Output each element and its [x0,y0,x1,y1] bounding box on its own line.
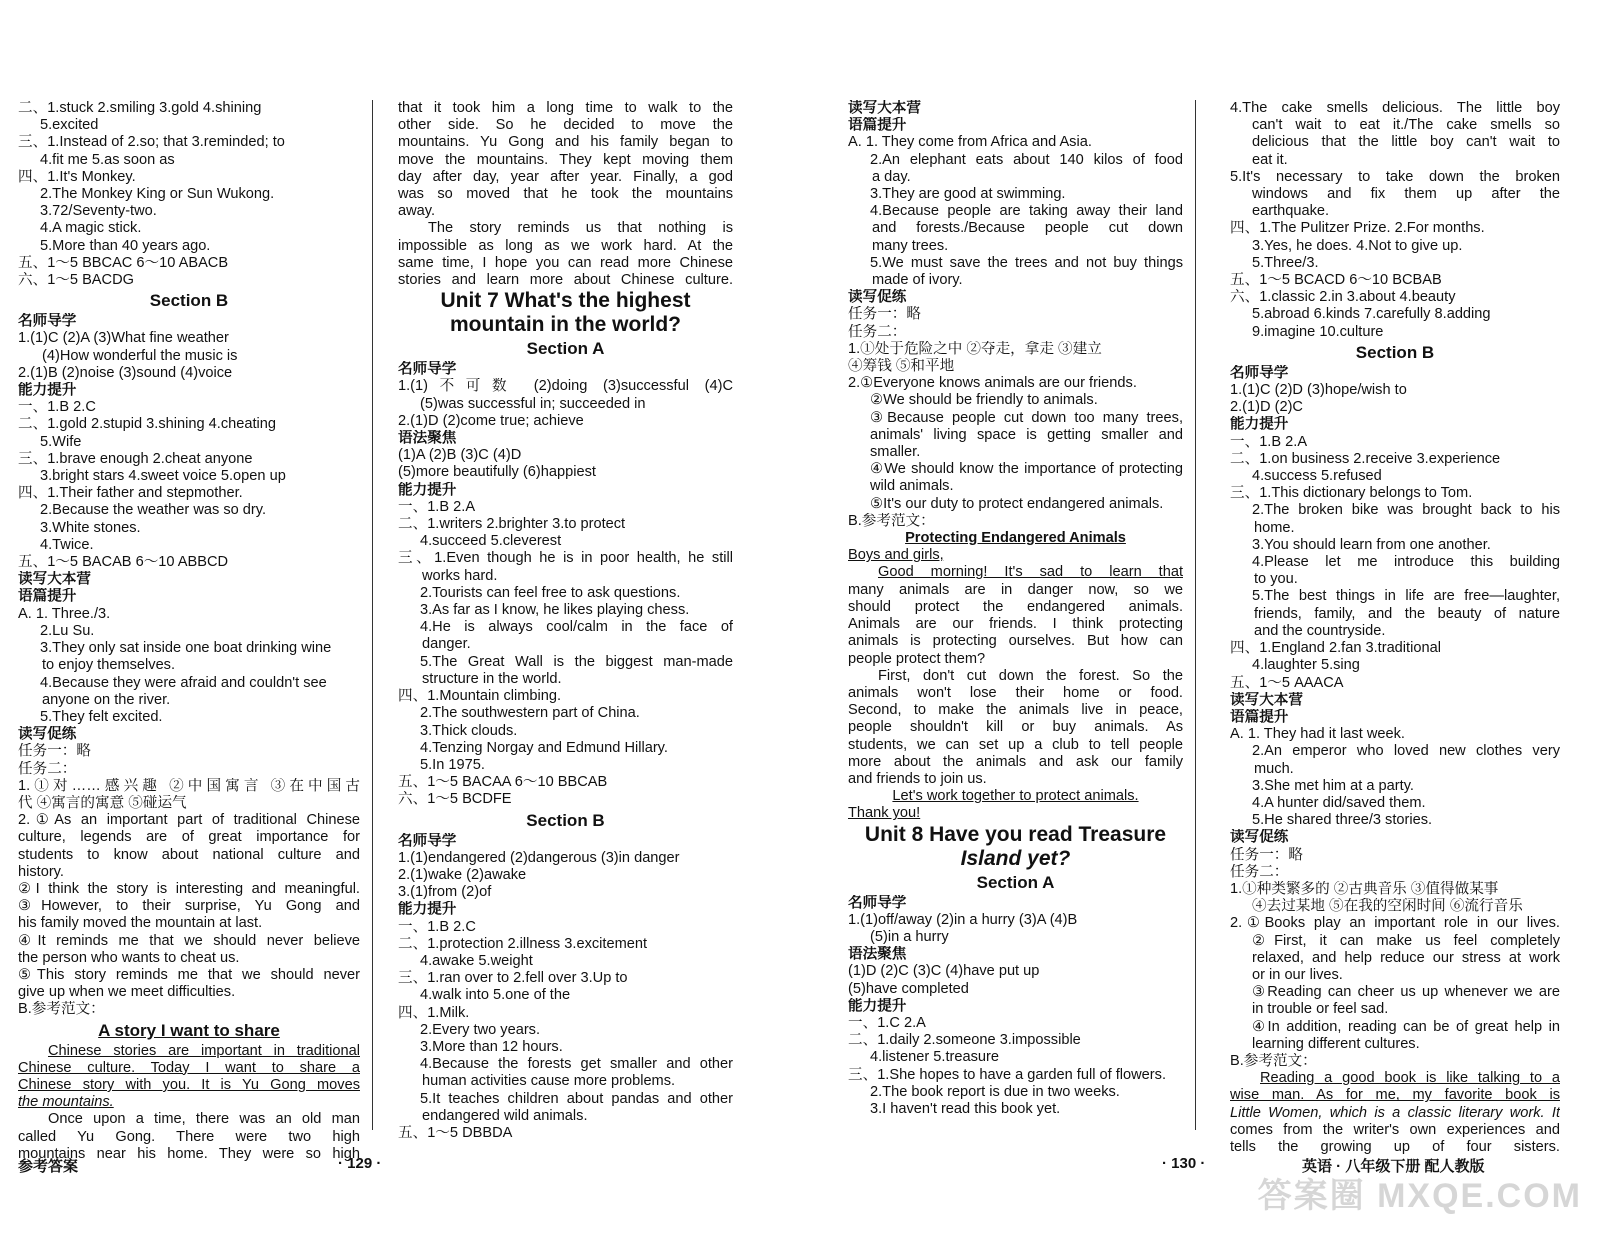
footer-label: 参考答案 [18,1158,79,1175]
page-number-left: · 129 · [338,1155,382,1172]
subheading: 名师导学 [848,894,907,911]
answer-line: wise man. As for me, my favorite book is [1230,1087,1560,1104]
answer-line: 2.The Monkey King or Sun Wukong. [40,186,275,203]
answer-line: tells the growing up of four sisters. [1230,1138,1560,1155]
answer-line: 2.①As an important part of traditional Chinese [18,812,360,829]
subheading: 能力提升 [18,382,77,399]
subheading: 能力提升 [398,901,457,918]
answer-line: danger. [422,636,471,653]
answer-line: Let's work together to protect animals. [892,788,1139,805]
answer-line: his family moved the mountain at last. [18,915,263,932]
answer-line: can't wait to eat it./The cake smells so [1252,117,1560,134]
answer-line: Little Women, which is a classic literary work. It [1230,1104,1560,1121]
answer-line: the mountains. [18,1094,114,1111]
answer-line: friends, family, and the beauty of nature [1254,605,1560,622]
answer-line: 二、1.writers 2.brighter 3.to protect [398,516,626,533]
answer-line: Once upon a time, there was an old man [48,1111,360,1128]
answer-line: 任务一：略 [18,743,91,760]
answer-line: 1.(1)不可数 (2)doing (3)successful (4)C [398,378,733,395]
answer-line: windows and fix them up after the [1252,186,1560,203]
answer-line: 5.We must save the trees and not buy things [870,254,1183,271]
answer-line: 4.Because people are taking away their land [870,203,1183,220]
answer-line: First, don't cut down the forest. So the [878,667,1183,684]
answer-line: should protect the endangered animals. [848,598,1183,615]
answer-line: earthquake. [1252,203,1330,220]
answer-line: day after day, year after year. Finally, a god [398,168,733,185]
answer-line: 9.imagine 10.culture [1252,323,1384,340]
answer-line: 四、1.Mountain climbing. [398,688,562,705]
answer-line: 四、1.Their father and stepmother. [18,485,243,502]
answer-line: 4.The cake smells delicious. The little boy [1230,100,1560,116]
watermark-logo: 答案圈 MXQE.COM [1257,1177,1582,1215]
answer-line: 二、1.stuck 2.smiling 3.gold 4.shining [18,100,262,116]
answer-line: many trees. [872,237,949,254]
answer-line: 五、1～5 BCACD 6～10 BCBAB [1230,272,1442,289]
section-heading: Section A [976,872,1055,892]
answer-line: 3.Yes, he does. 4.Not to give up. [1252,237,1463,254]
answer-line: (4)How wonderful the music is [42,347,238,364]
answer-line: 四、1.Milk. [398,1004,470,1021]
answer-line: B.参考范文： [1230,1052,1317,1069]
answer-line: 2.(1)B (2)noise (3)sound (4)voice [18,364,233,381]
answer-line: ④It reminds me that we should never believe [18,932,360,949]
answer-line: the person who wants to cheat us. [18,949,240,966]
answer-line: ④We should know the importance of protecting [870,461,1183,478]
answer-line: 任务二： [848,323,907,340]
answer-line: ④筹钱 ⑤和平地 [848,358,955,375]
answer-line: 4.Twice. [40,536,94,553]
answer-line: 4.success 5.refused [1252,468,1382,485]
answer-line: ③Reading can cheer us up whenever we are [1252,984,1560,1001]
answer-line: 5.Three/3. [1252,254,1319,271]
answer-line: 4.A magic stick. [40,220,142,237]
answer-line: 3.Thick clouds. [420,722,518,739]
subheading: 语篇提升 [1230,708,1289,725]
subheading: 名师导学 [398,832,457,849]
unit-heading: mountain in the world? [450,313,681,337]
answer-line: 5.They felt excited. [40,708,163,725]
answer-line: 5.The best things in life are free—laughter, [1252,588,1560,605]
answer-line: 2.①Books play an important role in our lives. [1230,915,1560,932]
answer-line: ⑤It's our duty to protect endangered animals. [870,495,1164,512]
answer-line: 4.laughter 5.sing [1252,657,1360,674]
answer-line: 5.It's necessary to take down the broken [1230,168,1560,185]
answer-line: to you. [1254,571,1298,588]
answer-line: A. 1. They had it last week. [1230,726,1405,743]
answer-line: 3.As far as I know, he likes playing chess. [420,602,690,619]
answer-line: 2.①Everyone knows animals are our friends. [848,375,1137,392]
answer-line: 2.(1)D (2)come true; achieve [398,412,584,429]
answer-line: 一、1.B 2.C [18,399,96,416]
answer-line: 三、1.This dictionary belongs to Tom. [1230,485,1473,502]
answer-line: 三、1.ran over to 2.fell over 3.Up to [398,970,628,987]
answer-line: 五、1～5 AAACA [1230,674,1344,691]
answer-line: 3.She met him at a party. [1252,777,1414,794]
answer-line: Chinese culture. Today I want to share a [18,1059,360,1076]
answer-line: 三、1.Even though he is in poor health, he still [398,550,733,567]
answer-line: ②I think the story is interesting and meaningful. [18,880,360,897]
answer-line: 4.fit me 5.as soon as [40,151,175,168]
answer-line: Thank you! [848,805,921,822]
answer-line: 1.(1)C (2)A (3)What fine weather [18,330,229,347]
answer-line: 2.Tourists can feel free to ask questions. [420,584,681,601]
subheading: 读写促练 [1230,829,1289,846]
answer-line: 4.Tenzing Norgay and Edmund Hillary. [420,739,668,756]
answer-line: structure in the world. [422,670,562,687]
answer-line: anyone on the river. [42,691,171,708]
section-heading: Section A [526,339,605,359]
answer-line: works hard. [422,567,498,584]
answer-line: 一、1.B 2.C [398,918,476,935]
answer-line: 四、1.It's Monkey. [18,168,136,185]
answer-line: ④In addition, reading can be of great help in [1252,1018,1560,1035]
answer-line: made of ivory. [872,272,963,289]
answer-line: 3.72/Seventy-two. [40,203,157,220]
answer-line: 一、1.B 2.A [398,498,476,515]
answer-line: 4.A hunter did/saved them. [1252,794,1426,811]
answer-line: 1.①处于危险之中 ②夺走，拿走 ③建立 [848,340,1102,357]
answer-line: 4.listener 5.treasure [870,1049,999,1066]
answer-line: 六、1～5 BCDFE [398,791,512,808]
answer-line: A. 1. Three./3. [18,605,111,622]
answer-line: 1.(1)endangered (2)dangerous (3)in danger [398,849,680,866]
answer-line: move the mountains. They kept moving them [398,151,733,168]
answer-line: Second, to make the animals live in peace, [848,702,1183,719]
subheading: 读写大本营 [848,100,921,116]
answer-line: 五、1～5 BACAB 6～10 ABBCD [18,554,229,571]
answer-line: delicious that the little boy can't wait to [1252,134,1560,151]
answer-line: 4.Because the forests get smaller and other [420,1056,733,1073]
answer-line: (1)A (2)B (3)C (4)D [398,447,522,464]
answer-line: in trouble or feel sad. [1252,1001,1389,1018]
answer-line: and forests./Because people cut down [872,220,1183,237]
subheading: 语法聚焦 [398,430,457,447]
answer-line: 二、1.daily 2.someone 3.impossible [848,1032,1081,1049]
answer-line: 2.Lu Su. [40,622,95,639]
answer-line: 5.abroad 6.kinds 7.carefully 8.adding [1252,306,1491,323]
subheading: 语法聚焦 [848,946,907,963]
answer-line: (5)was successful in; succeeded in [420,395,646,412]
answer-line: 一、1.B 2.A [1230,433,1308,450]
unit-heading: Unit 8 Have you read Treasure [864,822,1167,846]
subheading: 名师导学 [18,313,77,330]
answer-line: much. [1254,760,1294,777]
answer-column-1 [18,100,360,1163]
answer-line: 4.Because they were afraid and couldn't see [40,674,327,691]
answer-line: 五、1～5 BBCAC 6～10 ABACB [18,254,229,271]
answer-line: was so moved that he took the mountains [398,186,733,203]
answer-line: 四、1.England 2.fan 3.traditional [1230,640,1441,657]
answer-line: 5.The Great Wall is the biggest man-made [420,653,733,670]
answer-line: learning different cultures. [1252,1035,1420,1052]
answer-line: 二、1.on business 2.receive 3.experience [1230,450,1501,467]
answer-line: called Yu Gong. There were two high [18,1128,360,1145]
answer-line: and friends to join us. [848,770,987,787]
answer-line: 三、1.She hopes to have a garden full of flowers. [848,1066,1167,1083]
answer-line: 3.They are good at swimming. [870,186,1066,203]
answer-line: many animals are in danger now, so we [848,581,1183,598]
answer-line: people shouldn't kill or buy animals. As [848,719,1183,736]
subheading: 读写大本营 [1230,691,1303,708]
answer-line: A. 1. They come from Africa and Asia. [848,134,1092,151]
answer-line: and the countryside. [1254,622,1386,639]
answer-line: 2.The southwestern part of China. [420,705,640,722]
answer-line: 5.Wife [40,433,82,450]
answer-line: 代 ④寓言的寓意 ⑤碰运气 [18,794,187,811]
answer-line: that it took him a long time to walk to the [398,100,733,116]
section-heading: Section B [149,291,229,311]
answer-line: animals won't lose their home or food. [848,684,1183,701]
answer-line: 5.In 1975. [420,756,485,773]
answer-line: students to know about national culture and [18,846,360,863]
answer-line: comes from the writer's own experiences and [1230,1121,1560,1138]
answer-line: Reading a good book is like talking to a [1260,1070,1560,1087]
subheading: 能力提升 [1230,416,1289,433]
answer-line: 3.More than 12 hours. [420,1038,563,1055]
answer-line: smaller. [870,444,921,461]
answer-line: 3.I haven't read this book yet. [870,1100,1061,1117]
answer-line: 4.awake 5.weight [420,952,533,969]
unit-heading: Island yet? [960,846,1071,870]
answer-line: 2.Every two years. [420,1021,541,1038]
answer-line: 1.(1)C (2)D (3)hope/wish to [1230,382,1407,399]
answer-line: 3.You should learn from one another. [1252,536,1491,553]
answer-line: or in our lives. [1252,966,1343,983]
answer-line: 五、1～5 BACAA 6～10 BBCAB [398,774,608,791]
answer-line: (5)more beautifully (6)happiest [398,464,596,481]
answer-line: ④去过某地 ⑤在我的空闲时间 ⑥流行音乐 [1252,898,1523,915]
answer-line: animals' living space is getting smaller and [870,426,1183,443]
answer-line: mountains near his home. They were so high [18,1145,360,1162]
answer-line: Boys and girls, [848,547,944,564]
answer-line: 1.(1)off/away (2)in a hurry (3)A (4)B [848,911,1078,928]
answer-line: same time, I hope you can read more Chinese [398,254,733,271]
answer-line: 四、1.The Pulitzer Prize. 2.For months. [1230,220,1485,237]
answer-line: 4.walk into 5.one of the [420,987,571,1004]
answer-line: (1)D (2)C (3)C (4)have put up [848,963,1040,980]
subheading: 读写促练 [848,289,907,306]
subheading: 读写促练 [18,726,77,743]
answer-line: ③However, to their surprise, Yu Gong and [18,898,360,915]
answer-line: relaxed, and help reduce our stress at work [1252,949,1560,966]
answer-line: Animals are our friends. I think protecting [848,616,1183,633]
answer-line: 三、1.brave enough 2.cheat anyone [18,450,253,467]
answer-line: 5.It teaches children about pandas and other [420,1090,733,1107]
answer-line: 三、1.Instead of 2.so; that 3.reminded; to [18,134,285,151]
answer-line: 3.(1)from (2)of [398,884,492,901]
answer-line: 六、1.classic 2.in 3.about 4.beauty [1230,289,1456,306]
unit-heading: Unit 7 What's the highest [440,289,691,313]
answer-line: 2.The broken bike was brought back to his [1252,502,1560,519]
answer-line: 1.①种类繁多的 ②古典音乐 ③值得做某事 [1230,880,1499,897]
subheading: 语篇提升 [18,588,77,605]
answer-line: more about the animals and ask our family [848,753,1183,770]
column-divider-right [1195,100,1196,1130]
answer-line: Good morning! It's sad to learn that [878,564,1183,581]
answer-line: The story reminds us that nothing is [428,220,733,237]
answer-line: ③Because people cut down too many trees, [870,409,1183,426]
subheading: 名师导学 [1230,364,1289,381]
answer-line: ②We should be friendly to animals. [870,392,1098,409]
answer-line: human activities cause more problems. [422,1073,676,1090]
answer-line: mountains. Yu Gong and his family began to [398,134,733,151]
answer-line: (5)have completed [848,980,969,997]
answer-line: 任务一：略 [1230,846,1303,863]
answer-line: (5)in a hurry [870,928,949,945]
answer-line: 4.succeed 5.cleverest [420,533,562,550]
subheading: 语篇提升 [848,117,907,134]
section-heading: Section B [1355,342,1435,362]
answer-line: give up when we meet difficulties. [18,984,236,1001]
answer-line: animals is protecting ourselves. But how can [848,633,1183,650]
answer-line: a day. [872,168,911,185]
answer-line: 2.Because the weather was so dry. [40,502,267,519]
answer-line: 2.An emperor who loved new clothes very [1252,743,1560,760]
answer-line: 任务一：略 [848,306,921,323]
subheading: 名师导学 [398,361,457,378]
answer-line: 二、1.gold 2.stupid 3.shining 4.cheating [18,416,276,433]
subheading: Protecting Endangered Animals [905,530,1126,547]
answer-line: 5.excited [40,117,99,134]
answer-line: B.参考范文： [18,1001,105,1018]
answer-line: to enjoy themselves. [42,657,176,674]
answer-line: ⑤This story reminds me that we should never [18,966,360,983]
answer-line: 一、1.C 2.A [848,1014,926,1031]
answer-column-2 [398,100,733,1142]
answer-line: 任务二： [1230,863,1289,880]
answer-line: 1.①对……感兴趣 ②中国寓言 ③在中国古 [18,777,360,794]
answer-line: ②First, it can make us feel completely [1252,932,1560,949]
column-divider-left [372,100,373,1130]
answer-line: 5.More than 40 years ago. [40,237,211,254]
answer-line: 2.The book report is due in two weeks. [870,1083,1120,1100]
answer-line: 3.They only sat inside one boat drinking wine [40,640,332,657]
answer-line: home. [1254,519,1295,536]
page-number-right: · 130 · [1162,1155,1206,1172]
answer-line: 2.An elephant eats about 140 kilos of food [870,151,1183,168]
answer-line: away. [398,203,436,220]
section-heading: A story I want to share [98,1020,280,1040]
answer-line: people protect them? [848,650,986,667]
answer-line: Chinese story with you. It is Yu Gong moves [18,1076,360,1093]
answer-line: eat it. [1252,151,1288,168]
subheading: 读写大本营 [18,571,91,588]
answer-line: students, we can set up a club to tell people [848,736,1183,753]
answer-line: 3.White stones. [40,519,141,536]
answer-column-4 [1230,100,1560,1156]
answer-line: culture, legends are of great importance for [18,829,360,846]
footer-book-title: 英语 · 八年级下册 配人教版 [1302,1158,1485,1175]
answer-line: 4.He is always cool/calm in the face of [420,619,733,636]
answer-line: history. [18,863,64,880]
answer-line: stories and learn more about Chinese culture. [398,272,733,289]
answer-line: 任务二： [18,760,77,777]
answer-line: endangered wild animals. [422,1107,588,1124]
answer-line: 二、1.protection 2.illness 3.excitement [398,935,648,952]
answer-line: other side. So he decided to move the [398,117,733,134]
answer-line: 3.bright stars 4.sweet voice 5.open up [40,468,286,485]
answer-line: B.参考范文： [848,512,935,529]
answer-line: 5.He shared three/3 stories. [1252,812,1433,829]
subheading: 能力提升 [848,997,907,1014]
answer-line: 4.Please let me introduce this building [1252,554,1560,571]
answer-line: 六、1～5 BACDG [18,272,134,289]
answer-line: impossible as long as we work hard. At the [398,237,733,254]
answer-line: wild animals. [870,478,954,495]
answer-line: 五、1～5 DBBDA [398,1124,513,1141]
subheading: 能力提升 [398,481,457,498]
section-heading: Section B [526,810,605,830]
answer-line: 2.(1)D (2)C [1230,399,1303,416]
answer-column-3 [848,100,1183,1118]
answer-line: 2.(1)wake (2)awake [398,866,527,883]
answer-line: Chinese stories are important in traditional [48,1042,360,1059]
